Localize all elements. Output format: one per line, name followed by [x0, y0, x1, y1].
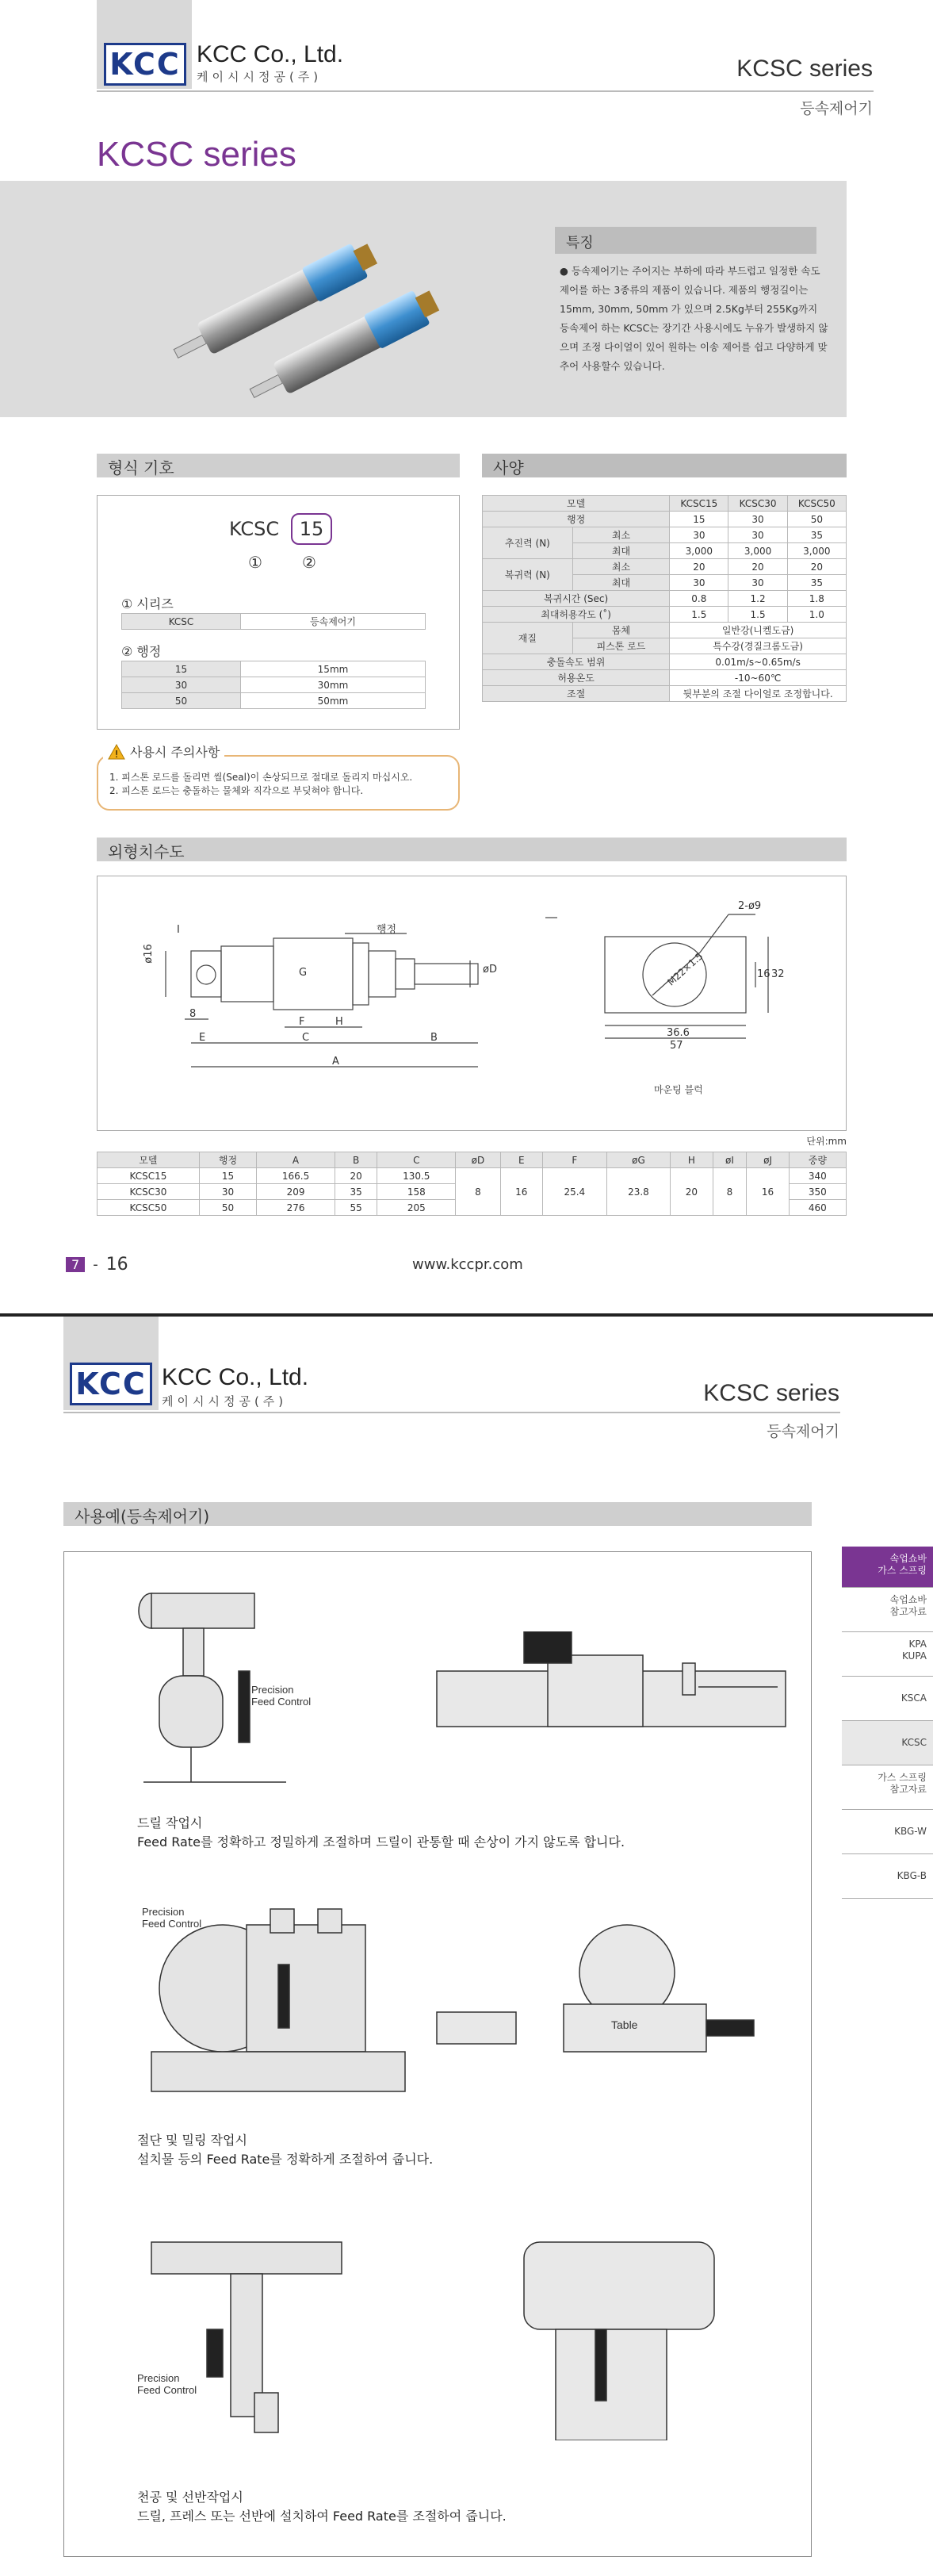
spec-cell: 35 [787, 575, 846, 591]
dim-cell: 8 [456, 1168, 500, 1216]
dim-header: 중량 [789, 1152, 846, 1168]
dim-cell: 166.5 [257, 1168, 335, 1184]
series-desc: 등속제어기 [241, 614, 426, 630]
stroke-code: 15 [122, 661, 241, 677]
spec-sublabel: 최소 [572, 527, 669, 543]
section-dimensions: 외형치수도 [97, 838, 847, 861]
dim-cell: 25.4 [542, 1168, 606, 1216]
precision-label: Precision Feed Control [251, 1684, 312, 1708]
feature-label: 특징 [555, 227, 816, 254]
side-nav-item[interactable]: KBG-W [842, 1810, 933, 1854]
dim-cell: 20 [335, 1168, 377, 1184]
dim-header: C [377, 1152, 456, 1168]
spec-cell: 1.0 [787, 607, 846, 623]
dim-label: 36.6 [667, 1027, 690, 1039]
dim-label: ø16 [142, 944, 155, 964]
kcc-logo: KCC [70, 1363, 152, 1405]
spec-sublabel: 최소 [572, 559, 669, 575]
spec-cell: 뒷부분의 조절 다이얼로 조정합니다. [670, 686, 847, 702]
spec-cell: 일반강(니켈도금) [670, 623, 847, 638]
dim-cell: 23.8 [606, 1168, 671, 1216]
spec-cell: 30 [728, 527, 787, 543]
spec-cell: 20 [787, 559, 846, 575]
spec-table [482, 495, 847, 702]
dim-label: I [177, 924, 180, 936]
model-code-box [97, 495, 460, 730]
side-nav-item[interactable]: KPA KUPA [842, 1632, 933, 1677]
company-name-korean: 케이시시정공(주) [162, 1394, 288, 1409]
dim-cell: 460 [789, 1200, 846, 1216]
spec-cell: 15 [670, 512, 728, 527]
section-specification: 사양 [482, 454, 847, 477]
series-header: KCSC series [703, 1380, 839, 1406]
header-rule [97, 90, 874, 92]
stroke-value: 30mm [241, 677, 426, 693]
spec-cell: 20 [728, 559, 787, 575]
dim-label: A [332, 1056, 339, 1068]
warning-icon [108, 744, 125, 760]
dim-label: C [302, 1032, 310, 1044]
company-name: KCC Co., Ltd. [162, 1364, 309, 1390]
spec-cell: 30 [670, 527, 728, 543]
spec-cell: 30 [728, 575, 787, 591]
dim-header: øG [606, 1152, 671, 1168]
spec-cell: 특수강(경질크롬도금) [670, 638, 847, 654]
page-title: KCSC series [97, 135, 296, 174]
spec-cell: 1.2 [728, 591, 787, 607]
dim-cell: 340 [789, 1168, 846, 1184]
dim-header: B [335, 1152, 377, 1168]
series-code: KCSC [122, 614, 241, 630]
chapter-number: 7 [66, 1257, 85, 1272]
stroke-heading: ② 행정 [121, 644, 162, 659]
spec-cell: 0.8 [670, 591, 728, 607]
page-footer [66, 1255, 128, 1275]
dim-cell: 209 [257, 1184, 335, 1200]
spec-label: 추진력 (N) [483, 527, 573, 559]
dim-label: M22×1.5 [665, 950, 705, 988]
dim-label: G [299, 967, 308, 979]
spec-label: 복귀력 (N) [483, 559, 573, 591]
code-mark-1: ① [248, 553, 262, 572]
dim-cell: 158 [377, 1184, 456, 1200]
page-dash: - [93, 1256, 98, 1273]
spec-cell: 30 [728, 512, 787, 527]
spec-cell: 1.5 [728, 607, 787, 623]
precision-label: Precision Feed Control [137, 2372, 197, 2396]
section-applications: 사용예(등속제어기) [63, 1502, 812, 1526]
spec-label: 충돌속도 범위 [483, 654, 670, 670]
dim-label: H [335, 1016, 343, 1028]
table-label: Table [611, 2018, 638, 2031]
press-illustration [136, 2234, 373, 2440]
company-name-korean: 케이시시정공(주) [197, 70, 323, 84]
dim-header: A [257, 1152, 335, 1168]
side-nav-item[interactable]: 속업쇼바 참고자료 [842, 1588, 933, 1632]
dim-header: øJ [747, 1152, 789, 1168]
caution-line: 1. 피스톤 로드를 돌리면 씰(Seal)이 손상되므로 절대로 돌리지 마십시오. [109, 772, 413, 783]
example-text: 드릴, 프레스 또는 선반에 설치하여 Feed Rate를 조절하여 줍니다. [137, 2509, 507, 2524]
spec-cell: 20 [670, 559, 728, 575]
saw-illustration [136, 1901, 421, 2107]
side-nav-item[interactable]: KCSC [842, 1721, 933, 1765]
stroke-value: 50mm [241, 693, 426, 709]
dim-cell: 350 [789, 1184, 846, 1200]
dim-label: E [199, 1032, 206, 1044]
spec-header: 모델 [483, 496, 670, 512]
dim-cell: 130.5 [377, 1168, 456, 1184]
spec-cell: 50 [787, 512, 846, 527]
spec-cell: 0.01m/s~0.65m/s [670, 654, 847, 670]
dim-label: 2-ø9 [738, 900, 762, 912]
svg-text:!: ! [114, 748, 119, 760]
spec-label: 재질 [483, 623, 573, 654]
dim-label: 행정 [377, 924, 397, 936]
side-nav-item[interactable]: KSCA [842, 1677, 933, 1721]
spec-cell: 1.5 [670, 607, 728, 623]
header-rule [63, 1412, 840, 1413]
example-title: 천공 및 선반작업시 [137, 2490, 243, 2505]
dimension-table [97, 1152, 847, 1216]
dim-cell: 50 [199, 1200, 256, 1216]
example-text: 설치물 등의 Feed Rate를 정확하게 조절하여 줍니다. [137, 2152, 434, 2167]
dim-cell: KCSC50 [98, 1200, 200, 1216]
series-table [121, 613, 426, 630]
application-examples [63, 1551, 812, 2557]
dim-label: 8 [189, 1008, 197, 1020]
dim-header: øD [456, 1152, 500, 1168]
code-mark-2: ② [302, 553, 316, 572]
series-heading: ① 시리즈 [121, 596, 174, 611]
example-caption [137, 2131, 433, 2169]
dimension-drawing [97, 876, 847, 1131]
dim-label: B [430, 1032, 438, 1044]
milling-table-illustration [429, 1917, 793, 2076]
spec-model: KCSC50 [787, 496, 846, 512]
example-title: 드릴 작업시 [137, 1815, 203, 1830]
spec-label: 최대허용각도 (˚) [483, 607, 670, 623]
spec-cell: 35 [787, 527, 846, 543]
caution-box [97, 755, 460, 811]
spec-cell: 3,000 [670, 543, 728, 559]
example-caption [137, 1814, 625, 1852]
series-subheader: 등속제어기 [800, 100, 873, 117]
dim-label: F [299, 1016, 305, 1028]
side-nav-item[interactable]: 속업쇼바 가스 스프링 [842, 1547, 933, 1588]
spec-cell: -10~60℃ [670, 670, 847, 686]
dim-cell: 16 [500, 1168, 542, 1216]
spec-label: 복귀시간 (Sec) [483, 591, 670, 607]
dim-header: F [542, 1152, 606, 1168]
dim-header: 모델 [98, 1152, 200, 1168]
unit-label: 단위:mm [806, 1136, 847, 1147]
spec-sublabel: 최대 [572, 543, 669, 559]
side-nav-item[interactable]: KBG-B [842, 1854, 933, 1899]
mounting-block-label: 마운팅 블럭 [654, 1084, 703, 1095]
dim-cell: 35 [335, 1184, 377, 1200]
caution-title: 사용시 주의사항 [130, 745, 220, 760]
spec-cell: 3,000 [728, 543, 787, 559]
dim-cell: KCSC15 [98, 1168, 200, 1184]
spec-cell: 30 [670, 575, 728, 591]
dim-label: 16 [757, 968, 770, 980]
company-name: KCC Co., Ltd. [197, 41, 344, 67]
dim-cell: 205 [377, 1200, 456, 1216]
spec-label: 행정 [483, 512, 670, 527]
kcc-logo: KCC [104, 43, 186, 86]
spec-model: KCSC30 [728, 496, 787, 512]
example-text: Feed Rate를 정확하고 정밀하게 조절하며 드릴이 관통할 때 손상이 가지 않도록 합니다. [137, 1834, 625, 1850]
dim-cell: 8 [713, 1168, 747, 1216]
dim-label: 32 [771, 968, 785, 980]
dim-header: øI [713, 1152, 747, 1168]
code-prefix: KCSC [229, 518, 280, 540]
feature-text: ● 등속제어기는 주어지는 부하에 따라 부드럽고 일정한 속도 제어를 하는 3종류의 제품이 있습니다. 제품의 행정길이는 15mm, 30mm, 50mm 가 있으며 2.5Kg부터 255Kg까지 등속제어 하는 KCSC는 장기간 사용시에도 누유가 발생하지 않으며 조정 다이얼이 있어 원하는 이송 제어를 쉽고 다양하게 맞추어 사용할수 있습니다. [560, 265, 828, 372]
dim-cell: KCSC30 [98, 1184, 200, 1200]
spec-cell: 1.8 [787, 591, 846, 607]
code-stroke-box: 15 [291, 513, 332, 545]
spec-model: KCSC15 [670, 496, 728, 512]
dim-cell: 55 [335, 1200, 377, 1216]
spec-cell: 3,000 [787, 543, 846, 559]
footer-url[interactable]: www.kccpr.com [412, 1256, 523, 1273]
spec-sublabel: 몸체 [572, 623, 669, 638]
spec-label: 허용온도 [483, 670, 670, 686]
stroke-table [121, 661, 426, 709]
caution-line: 2. 피스톤 로드는 충돌하는 물체와 직각으로 부딪혀야 합니다. [109, 785, 364, 796]
drill-press-illustration [429, 1631, 793, 1750]
side-nav-item[interactable]: 가스 스프링 참고자료 [842, 1765, 933, 1810]
example-caption [137, 2488, 507, 2526]
dim-cell: 16 [747, 1168, 789, 1216]
spec-sublabel: 최대 [572, 575, 669, 591]
example-title: 절단 및 밀링 작업시 [137, 2133, 247, 2148]
dim-header: E [500, 1152, 542, 1168]
caution-header [103, 742, 224, 761]
dim-header: 행정 [199, 1152, 256, 1168]
dim-cell: 15 [199, 1168, 256, 1184]
precision-label: Precision Feed Control [142, 1906, 202, 1930]
lathe-illustration [508, 2234, 746, 2440]
dim-cell: 276 [257, 1200, 335, 1216]
dim-header: H [671, 1152, 713, 1168]
spec-sublabel: 피스톤 로드 [572, 638, 669, 654]
stroke-code: 30 [122, 677, 241, 693]
side-nav [842, 1547, 933, 1899]
dim-label: 57 [670, 1040, 683, 1052]
stroke-value: 15mm [241, 661, 426, 677]
page-number: 16 [105, 1255, 128, 1275]
product-image [0, 181, 476, 417]
series-subheader: 등속제어기 [767, 1423, 839, 1440]
series-header: KCSC series [736, 56, 873, 82]
stroke-code: 50 [122, 693, 241, 709]
section-model-code: 형식 기호 [97, 454, 460, 477]
dim-label: øD [483, 964, 497, 976]
spec-label: 조절 [483, 686, 670, 702]
dim-cell: 30 [199, 1184, 256, 1200]
dim-cell: 20 [671, 1168, 713, 1216]
